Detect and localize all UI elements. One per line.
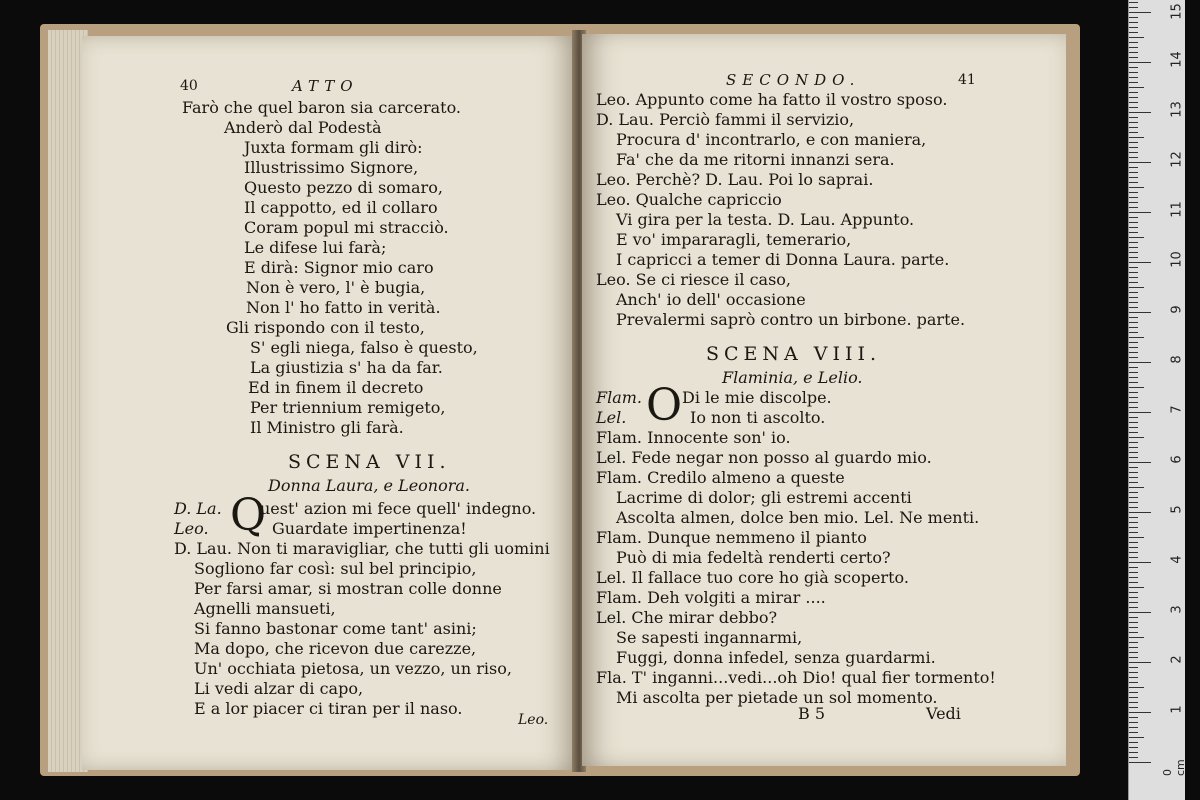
ruler-unit: 0 cm [1161,759,1187,776]
ruler-tick [1129,287,1144,288]
text-line: Li vedi alzar di capo, [194,679,364,698]
text-line: Fuggi, donna infedel, senza guardarmi. [616,648,936,667]
ruler-tick [1129,102,1138,103]
ruler-tick [1129,672,1138,673]
ruler-tick [1129,297,1138,298]
ruler-tick [1129,282,1138,283]
text-line: Ma dopo, che ricevon due carezze, [194,639,477,658]
text-line: Guardate impertinenza! [272,519,467,538]
text-line: Procura d' incontrarlo, e con maniera, [616,130,927,149]
ruler-label: 13 [1169,101,1185,118]
ruler-tick [1129,512,1151,513]
ruler-tick [1129,277,1138,278]
text-line: Se sapesti ingannarmi, [616,628,803,647]
ruler-tick [1129,642,1138,643]
ruler-label: 7 [1169,405,1185,414]
ruler-tick [1129,132,1138,133]
ruler-tick [1129,257,1138,258]
ruler-tick [1129,462,1151,463]
ruler-tick [1129,152,1138,153]
ruler-tick [1129,552,1138,553]
ruler-label: 6 [1169,455,1185,464]
ruler-tick [1129,12,1151,13]
text-line: D. Lau. Perciò fammi il servizio, [596,110,855,129]
ruler-tick [1129,157,1138,158]
ruler-tick [1129,722,1138,723]
text-line: Un' occhiata pietosa, un vezzo, un riso, [194,659,512,678]
text-line: Illustrissimo Signore, [244,158,419,177]
text-line: Si fanno bastonar come tant' asini; [194,619,477,638]
text-line: La giustizia s' ha da far. [250,358,443,377]
text-line: Farò che quel baron sia carcerato. [182,98,461,117]
text-line: Gli rispondo con il testo, [226,318,425,337]
ruler-tick [1129,572,1138,573]
ruler-tick [1129,217,1138,218]
ruler-tick [1129,687,1144,688]
ruler-tick [1129,652,1138,653]
text-line: Flam. Innocente son' io. [596,428,791,447]
ruler-label: 12 [1169,151,1185,168]
ruler-tick [1129,7,1138,8]
ruler-tick [1129,52,1138,53]
text-line: Lel. Fede negar non posso al guardo mio. [596,448,932,467]
ruler-tick [1129,122,1138,123]
ruler-tick [1129,662,1151,663]
ruler-tick [1129,372,1138,373]
text-line: Flam. Credilo almeno a queste [596,468,845,487]
ruler-tick [1129,127,1138,128]
ruler-tick [1129,207,1138,208]
ruler-tick [1129,342,1138,343]
ruler-tick [1129,397,1138,398]
ruler-tick [1129,392,1138,393]
ruler-tick [1129,517,1138,518]
ruler-tick [1129,27,1138,28]
text-line: Sogliono far così: sul bel principio, [194,559,477,578]
right-page [582,34,1066,766]
ruler-tick [1129,612,1151,613]
ruler-tick [1129,422,1138,423]
catchword: Vedi [926,704,961,723]
text-line: I capricci a temer di Donna Laura. parte. [616,250,950,269]
ruler-tick [1129,537,1144,538]
scene-title: SCENA VII. [288,451,451,473]
text-line: Flam. Dunque nemmeno il pianto [596,528,867,547]
ruler-tick [1129,192,1138,193]
ruler-tick [1129,742,1138,743]
ruler-tick [1129,117,1138,118]
ruler-label: 11 [1169,201,1185,218]
ruler-tick [1129,442,1138,443]
ruler-tick [1129,187,1144,188]
ruler-tick [1129,252,1138,253]
ruler-tick [1129,37,1144,38]
ruler-tick [1129,607,1138,608]
drop-cap: O [646,380,683,431]
text-line: Prevalermi saprò contro un birbone. parte. [616,310,966,329]
text-line: Anderò dal Podestà [224,118,382,137]
text-line: Mi ascolta per pietade un sol momento. [616,688,938,707]
ruler-tick [1129,497,1138,498]
ruler-tick [1129,732,1138,733]
ruler-tick [1129,417,1138,418]
text-line: Vi gira per la testa. D. Lau. Appunto. [616,210,915,229]
ruler-tick [1129,452,1138,453]
ruler-tick [1129,262,1151,263]
ruler-tick [1129,412,1151,413]
ruler-tick [1129,292,1138,293]
ruler-tick [1129,227,1138,228]
ruler-tick [1129,737,1144,738]
left-page [82,36,576,770]
ruler-tick [1129,507,1138,508]
ruler-tick [1129,667,1138,668]
ruler-tick [1129,757,1138,758]
ruler-tick [1129,177,1138,178]
ruler-tick [1129,47,1138,48]
ruler-tick [1129,347,1138,348]
ruler-tick [1129,202,1138,203]
ruler-tick [1129,247,1138,248]
ruler-tick [1129,482,1138,483]
ruler-tick [1129,182,1138,183]
ruler-tick [1129,242,1138,243]
ruler-tick [1129,637,1144,638]
ruler-tick [1129,212,1151,213]
ruler-label: 10 [1169,251,1185,268]
left-page-number: 40 [180,78,198,94]
text-line: Flam. Deh volgiti a mirar .... [596,588,826,607]
ruler-tick [1129,407,1138,408]
ruler-tick [1129,72,1138,73]
text-line: Il Ministro gli farà. [250,418,404,437]
ruler-tick [1129,307,1138,308]
signature-mark: B 5 [798,704,826,723]
text-line: S' egli niega, falso è questo, [250,338,478,357]
ruler-tick [1129,162,1151,163]
text-line: Io non ti ascolto. [690,408,826,427]
ruler-tick [1129,22,1138,23]
ruler-tick [1129,302,1138,303]
text-line: Lel. Che mirar debbo? [596,608,778,627]
text-line: Leo. Appunto come ha fatto il vostro sposo. [596,90,948,109]
ruler-tick [1129,542,1138,543]
ruler-tick [1129,702,1138,703]
ruler-tick [1129,312,1151,313]
text-line: Per farsi amar, si mostran colle donne [194,579,502,598]
ruler-tick [1129,357,1138,358]
ruler-tick [1129,762,1151,763]
ruler-tick [1129,147,1138,148]
measurement-ruler [1128,0,1185,800]
ruler-tick [1129,62,1151,63]
ruler-tick [1129,97,1138,98]
text-line: Non è vero, l' è bugia, [246,278,426,297]
ruler-tick [1129,647,1138,648]
ruler-tick [1129,712,1151,713]
ruler-tick [1129,337,1144,338]
ruler-tick [1129,222,1138,223]
ruler-tick [1129,317,1138,318]
ruler-tick [1129,362,1151,363]
ruler-tick [1129,632,1138,633]
ruler-tick [1129,272,1138,273]
scene-characters: Flaminia, e Lelio. [722,368,863,387]
ruler-tick [1129,87,1144,88]
ruler-tick [1129,717,1138,718]
speaker-label: Leo. [174,519,209,538]
text-line: Le difese lui farà; [244,238,387,257]
ruler-tick [1129,727,1138,728]
text-line: Juxta formam gli dirò: [244,138,423,157]
ruler-tick [1129,617,1138,618]
ruler-tick [1129,457,1138,458]
ruler-tick [1129,492,1138,493]
text-line: Questo pezzo di somaro, [244,178,443,197]
ruler-tick [1129,427,1138,428]
ruler-tick [1129,582,1138,583]
ruler-tick [1129,382,1138,383]
ruler-tick [1129,17,1138,18]
text-line: Leo. Perchè? D. Lau. Poi lo saprai. [596,170,874,189]
ruler-tick [1129,447,1138,448]
ruler-label: 3 [1169,605,1185,614]
text-line: E a lor piacer ci tiran per il naso. [194,699,463,718]
ruler-label: 9 [1169,305,1185,314]
ruler-label: 8 [1169,355,1185,364]
ruler-tick [1129,32,1138,33]
ruler-tick [1129,77,1138,78]
ruler-tick [1129,197,1138,198]
ruler-tick [1129,67,1138,68]
ruler-label: 5 [1169,505,1185,514]
ruler-tick [1129,237,1144,238]
text-line: Lacrime di dolor; gli estremi accenti [616,488,912,507]
text-line: uest' azion mi fece quell' indegno. [260,499,537,518]
catchword: Leo. [518,712,549,728]
ruler-tick [1129,577,1138,578]
right-page-number: 41 [958,72,976,88]
ruler-tick [1129,657,1138,658]
text-line: Non l' ho fatto in verità. [246,298,441,317]
ruler-tick [1129,367,1138,368]
ruler-tick [1129,327,1138,328]
ruler-tick [1129,112,1151,113]
ruler-tick [1129,557,1138,558]
ruler-tick [1129,707,1138,708]
text-line: D. Lau. Non ti maravigliar, che tutti gli uomini [174,539,550,558]
ruler-label: 14 [1169,51,1185,68]
text-line: Agnelli mansueti, [194,599,336,618]
ruler-label: 1 [1169,705,1185,714]
scene-title: SCENA VIII. [706,343,882,365]
ruler-tick [1129,377,1138,378]
ruler-tick [1129,587,1144,588]
ruler-tick [1129,232,1138,233]
right-running-head: SECONDO. [726,71,861,89]
ruler-tick [1129,137,1144,138]
ruler-tick [1129,622,1138,623]
ruler-tick [1129,57,1138,58]
ruler-tick [1129,437,1144,438]
ruler-tick [1129,167,1138,168]
ruler-tick [1129,592,1138,593]
ruler-tick [1129,677,1138,678]
ruler-tick [1129,567,1138,568]
ruler-tick [1129,522,1138,523]
speaker-label: D. La. [174,499,222,518]
text-line: Leo. Se ci riesce il caso, [596,270,792,289]
text-line: Leo. Qualche capriccio [596,190,782,209]
ruler-tick [1129,267,1138,268]
ruler-tick [1129,697,1138,698]
ruler-tick [1129,477,1138,478]
ruler-tick [1129,752,1138,753]
text-line: Ed in finem il decreto [248,378,424,397]
ruler-tick [1129,142,1138,143]
ruler-tick [1129,597,1138,598]
text-line: Ascolta almen, dolce ben mio. Lel. Ne menti. [616,508,980,527]
ruler-tick [1129,92,1138,93]
ruler-tick [1129,107,1138,108]
ruler-tick [1129,562,1151,563]
ruler-tick [1129,172,1138,173]
ruler-tick [1129,42,1138,43]
ruler-tick [1129,527,1138,528]
ruler-label: 15 [1169,3,1185,20]
ruler-tick [1129,502,1138,503]
text-line: Per triennium remigeto, [250,398,446,417]
ruler-tick [1129,532,1138,533]
ruler-label: 4 [1169,555,1185,564]
ruler-tick [1129,472,1138,473]
text-line: Fa' che da me ritorni innanzi sera. [616,150,895,169]
ruler-tick [1129,547,1138,548]
ruler-tick [1129,82,1138,83]
ruler-tick [1129,467,1138,468]
ruler-label: 2 [1169,655,1185,664]
ruler-tick [1129,387,1144,388]
text-line: E dirà: Signor mio caro [244,258,434,277]
ruler-tick [1129,602,1138,603]
ruler-tick [1129,2,1138,3]
ruler-tick [1129,432,1138,433]
text-line: Il cappotto, ed il collaro [244,198,438,217]
ruler-tick [1129,747,1138,748]
speaker-label: Lel. [596,408,627,427]
speaker-label: Flam. [596,388,643,407]
ruler-tick [1129,332,1138,333]
text-line: Di le mie discolpe. [682,388,832,407]
ruler-tick [1129,322,1138,323]
ruler-tick [1129,627,1138,628]
text-line: Fla. T' inganni...vedi...oh Dio! qual fier tormento! [596,668,996,687]
text-line: Può di mia fedeltà renderti certo? [616,548,891,567]
text-line: Anch' io dell' occasione [616,290,806,309]
text-line: E vo' impararagli, temerario, [616,230,852,249]
ruler-tick [1129,487,1144,488]
ruler-tick [1129,402,1138,403]
ruler-tick [1129,692,1138,693]
ruler-tick [1129,352,1138,353]
ruler-tick [1129,682,1138,683]
scene-characters: Donna Laura, e Leonora. [268,476,471,495]
left-running-head: ATTO [292,77,359,95]
text-line: Lel. Il fallace tuo core ho già scoperto. [596,568,909,587]
text-line: Coram popul mi stracciò. [244,218,449,237]
drop-cap: Q [230,490,267,541]
